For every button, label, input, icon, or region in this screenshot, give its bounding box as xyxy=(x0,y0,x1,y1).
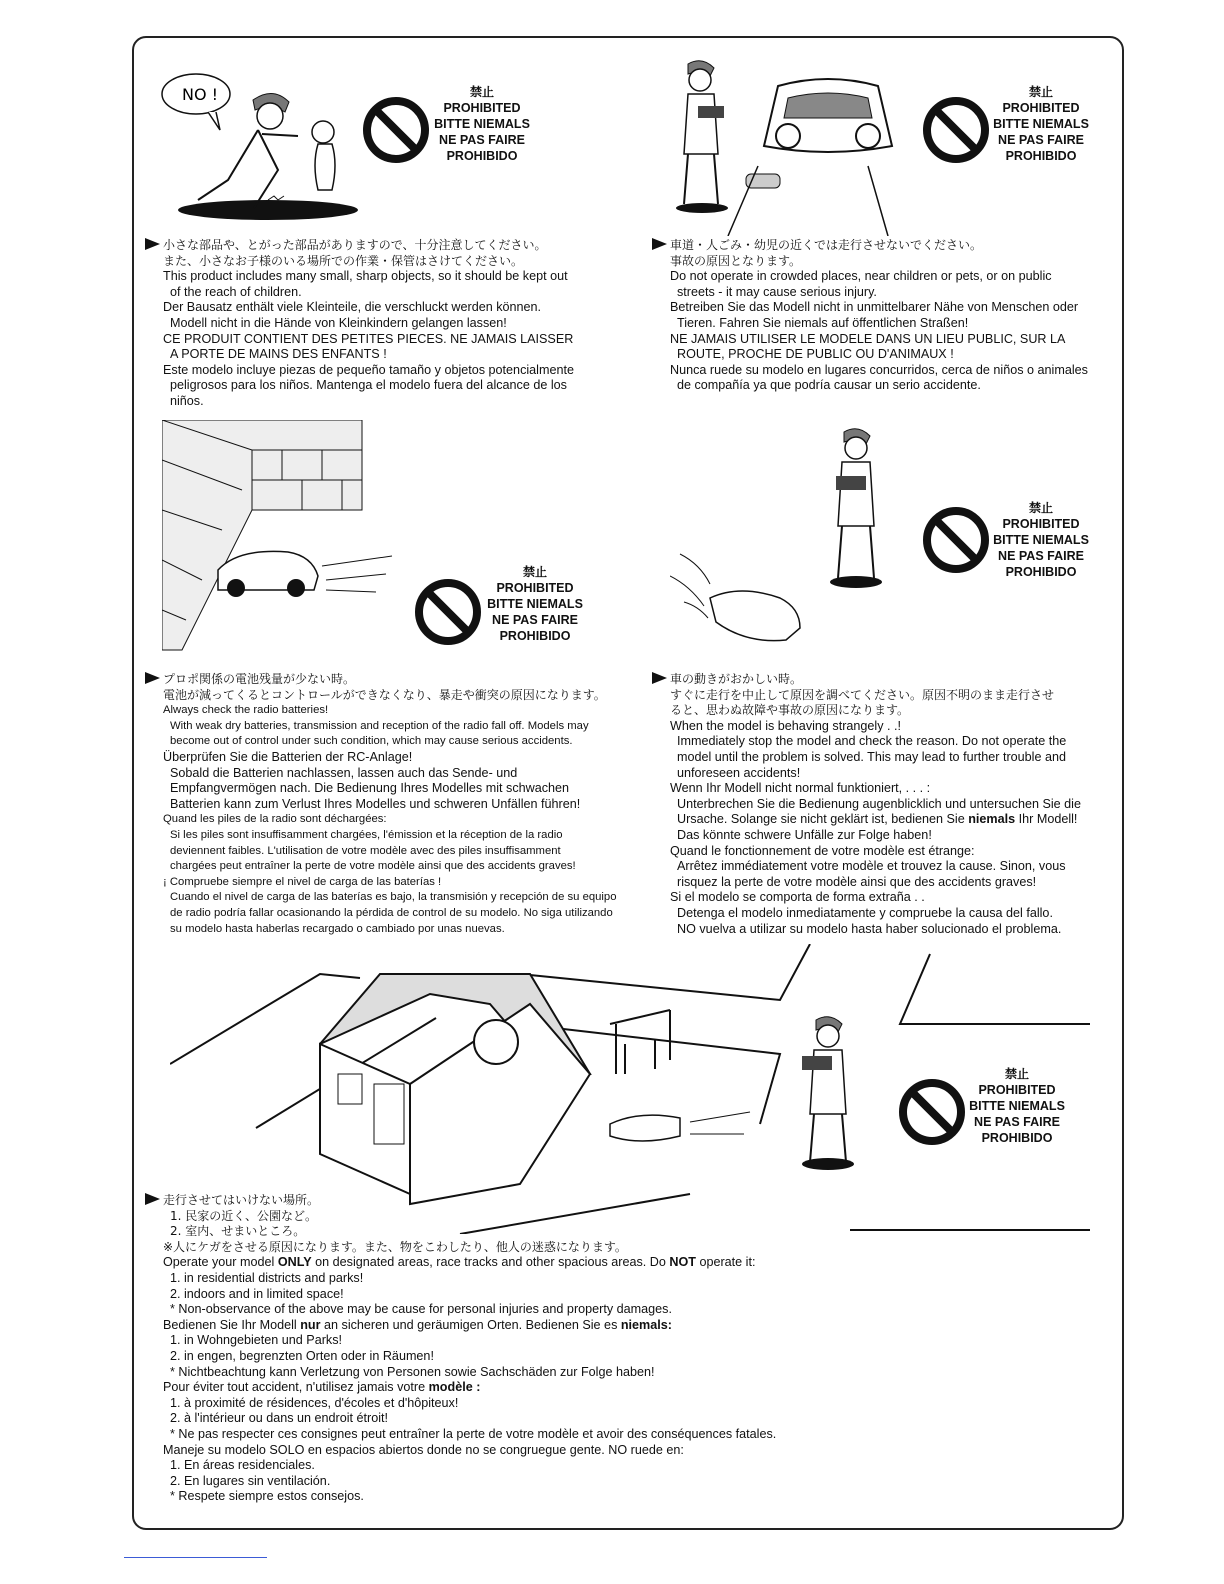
road-illustration xyxy=(668,56,918,236)
prohibited-label: 禁止 PROHIBITED BITTE NIEMALS NE PAS FAIRE PROHIBIDO xyxy=(993,501,1089,579)
bullet-arrow-icon xyxy=(145,1193,160,1205)
prohibited-icon xyxy=(922,506,990,574)
prohibited-label: 禁止 PROHIBITED BITTE NIEMALS NE PAS FAIRE PROHIBIDO xyxy=(969,1067,1065,1145)
child-illustration xyxy=(158,70,358,220)
bullet-arrow-icon xyxy=(145,238,160,250)
prohibited-icon xyxy=(922,96,990,164)
prohibited-icon xyxy=(898,1078,966,1146)
bubble-text: NO ! xyxy=(182,85,219,104)
prohibited-icon xyxy=(414,578,482,646)
strange-behavior-text: 車の動きがおかしい時。 すぐに走行を中止して原因を調べてください。原因不明のまま走行させ ると、思わぬ故障や事故の原因になります。 When the model is behaving strangely . .! Immediately stop the model and check the reason. Do not operate the model until the problem is solved. This may lead to further trouble and unforeseen accidents! Wenn Ihr Modell nicht normal funktioniert, . . . : Unterbrechen Sie die Bedienung augenblicklich und untersuchen Sie die Ursache. Solange sie nicht geklärt ist, bedienen Sie niemals Ihr Modell! Das könnte schwere Unfälle zur Folge haben! Quand le fonctionnement de votre modèle est étrange: Arrêtez immédiatement votre modèle et trouvez la cause. Sinon, vous risquez la perte de votre modèle ainsi que des accidents graves! Si el modelo se comporta de forma extraña . . Detenga el modelo inmediatamente y compruebe la causa del fallo. NO vuelva a utilizar su modelo hasta haber solucionado el problema. xyxy=(670,672,1081,937)
prohibited-label: 禁止 PROHIBITED BITTE NIEMALS NE PAS FAIRE PROHIBIDO xyxy=(993,85,1089,163)
batteries-warning-text: プロポ関係の電池残量が少ない時。 電池が減ってくるとコントロールができなくなり、暴走や衝突の原因になります。 Always check the radio batteries! With weak dry batteries, transmission and reception of the radio fall off. Models may become out of control under such condition, which may cause serious accidents. Überprüfen Sie die Batterien der RC-Anlage! Sobald die Batterien nachlassen, lassen auch das Sende- und Empfangvermögen nach. Die Bedienung Ihres Modelles mit schwachen Batterien kann zum Verlust Ihres Modelles und schweren Unfällen führen! Quand les piles de la radio sont déchargées: Si les piles sont insuffisamment chargées, l'émission et la réception de la radio deviennent faibles. L'utilisation de votre modèle avec des piles insuffisamment chargées peut entraîner la perte de votre modèle ainsi que des accidents graves! ¡ Compruebe siempre el nivel de carga de las baterías ! Cuando el nivel de carga de las baterías es bajo, la transmisión y recepción de su equipo de radio podría fallar ocasionando la pérdida de control de su modelo. No siga utilizando su modelo hasta haberlas recargado o cambiado por unas nuevas. xyxy=(163,672,617,937)
wall-crash-illustration xyxy=(162,420,402,656)
prohibited-icon xyxy=(362,96,430,164)
children-warning-text: 小さな部品や、とがった部品がありますので、十分注意してください。 また、小さなお子様のいる場所での作業・保管はさけてください。 This product includes many small, sharp objects, so it should be kept out of the reach of children. Der Bausatz enthält viele Kleinteile, die verschluckt werden können. Modell nicht in die Hände von Kleinkindern gelangen lassen! CE PRODUIT CONTIENT DES PETITES PIECES. NE JAMAIS LAISSER A PORTE DE MAINS DES ENFANTS ! Este modelo incluye piezas de pequeño tamaño y objetos potencialmente peligrosos para los niños. Mantenga el modelo fuera del alcance de los niños. xyxy=(163,238,574,410)
places-warning-text: 走行させてはいけない場所。 1. 民家の近く、公園など。 2. 室内、せまいところ。 ※人にケガをさせる原因になります。また、物をこわしたり、他人の迷惑になります。 Operate your model ONLY on designated areas, race tracks and other spacious areas. Do NOT operate it: 1. in residential districts and parks! 2. indoors and in limited space! * Non-observance of the above may be cause for personal injuries and property damages. Bedienen Sie Ihr Modell nur an sicheren und geräumigen Orten. Bedienen Sie es niemals: 1. in Wohngebieten und Parks! 2. in engen, begrenzten Orten oder in Räumen! * Nichtbeachtung kann Verletzung von Personen sowie Sachschäden zur Folge haben! Pour éviter tout accident, n'utilisez jamais votre modèle : 1. à proximité de résidences, d'écoles et d'hôpiteux! 2. à l'intérieur ou dans un endroit étroit! * Ne pas respecter ces consignes peut entraîner la perte de votre modèle et avoir des conséquences fatales. Maneje su modelo SOLO en espacios abiertos donde no se congruegue gente. NO ruede en: 1. En áreas residenciales. 2. En lugares sin ventilación. * Respete siempre estos consejos. xyxy=(163,1193,776,1505)
prohibited-label: 禁止 PROHIBITED BITTE NIEMALS NE PAS FAIRE PROHIBIDO xyxy=(487,565,583,643)
bullet-arrow-icon xyxy=(145,672,160,684)
driver-illustration xyxy=(670,426,910,656)
bullet-arrow-icon xyxy=(652,238,667,250)
bullet-arrow-icon xyxy=(652,672,667,684)
prohibited-label: 禁止 PROHIBITED BITTE NIEMALS NE PAS FAIRE PROHIBIDO xyxy=(434,85,530,163)
footer-link-line xyxy=(124,1557,267,1558)
crowded-warning-text: 車道・人ごみ・幼児の近くでは走行させないでください。 事故の原因となります。 Do not operate in crowded places, near children or pets, or on public streets - it may cause serious injury. Betreiben Sie das Modell nicht in unmittelbarer Nähe von Menschen oder Tieren. Fahren Sie niemals auf öffentlichen Straßen! NE JAMAIS UTILISER LE MODELE DANS UN LIEU PUBLIC, SUR LA ROUTE, PROCHE DE PUBLIC OU D'ANIMAUX ! Nunca ruede su modelo en lugares concurridos, cerca de niños o animales de compañía ya que podría causar un serio accidente. xyxy=(670,238,1088,394)
